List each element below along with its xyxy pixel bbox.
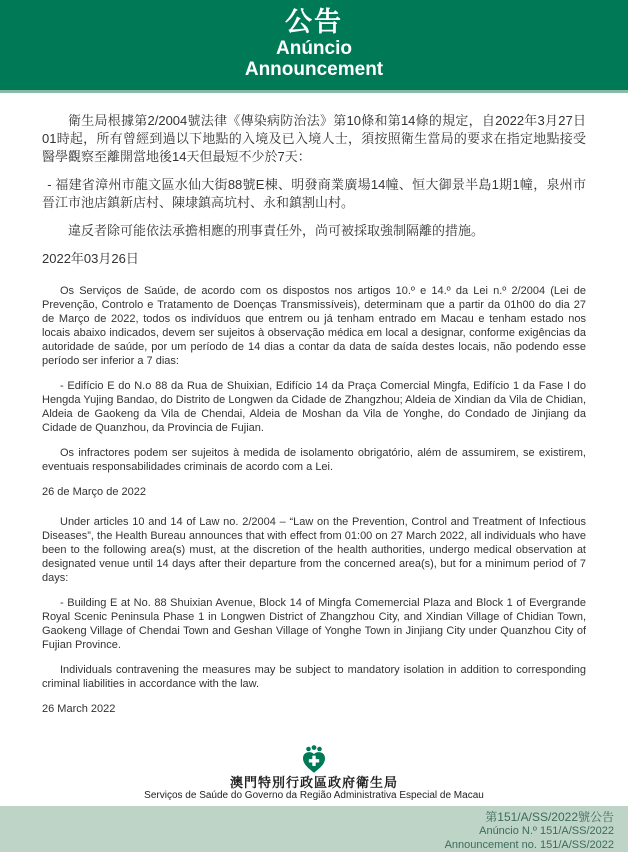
portuguese-date: 26 de Março de 2022	[42, 486, 146, 498]
reference-number-bar	[0, 806, 628, 852]
english-paragraph-regulation: Under articles 10 and 14 of Law no. 2/2004 – “Law on the Prevention, Control and Treatment of Infectious Diseases”, the Health Bureau announces that with effect from 01:00 on 27 March 2022, all individuals who have been to the following area(s) must, at the discretion of the health authorities, undergo medical observation at designated venue until 14 days after their departure from the concerned area(s), but for a minimum period of 7 days:	[42, 516, 586, 584]
portuguese-location-list: - Edifício E do N.o 88 da Rua de Shuixian, Edifício 14 da Praça Comercial Mingfa, Edifício 1 da Fase I do Hengda Yujing Bandao, do Distrito de Longwen da Cidade de Zhangzhou; Aldeia de Xindian da Vila de Chidian, Aldeia de Gaokeng da Vila de Chendai, Aldeia de Moshan da Vila de Yonghe, do Condado de Jinjiang da Cidade de Quanzhou, da Provincia de Fujian.	[42, 380, 586, 434]
chinese-date: 2022年03月26日	[42, 251, 139, 266]
reference-number-portuguese: Anúncio N.º 151/A/SS/2022	[479, 825, 614, 837]
organisation-name-chinese: 澳門特別行政區政府衛生局	[229, 775, 398, 790]
english-location-list: - Building E at No. 88 Shuixian Avenue, Block 14 of Mingfa Comemercial Plaza and Block 1 of Evergrande Royal Scenic Peninsula Phase 1 in Longwen District of Zhangzhou City, and Xindian Village of Chidian Town, Gaokeng Village of Chendai Town and Geshan Village of Yonghe Town in Jinjiang City under Quanzhou City of Fujian Province.	[42, 597, 586, 651]
organisation-name-portuguese: Serviços de Saúde do Governo da Região Administrativa Especial de Macau	[144, 790, 484, 801]
page-title-portuguese: Anúncio	[276, 38, 352, 59]
reference-number-chinese: 第151/A/SS/2022號公告	[485, 810, 614, 824]
english-paragraph-penalty: Individuals contravening the measures may be subject to mandatory isolation in addition to corresponding criminal liabilities in accordance with the law.	[42, 664, 586, 690]
announcement-header	[0, 0, 628, 93]
footer-organisation	[0, 745, 628, 806]
english-date: 26 March 2022	[42, 703, 116, 715]
health-bureau-heart-cross-logo-icon	[299, 745, 329, 774]
english-section	[42, 515, 586, 716]
chinese-section	[42, 112, 586, 268]
chinese-paragraph-penalty: 違反者除可能依法承擔相應的刑事責任外，尚可被採取強制隔離的措施。	[68, 223, 485, 238]
reference-number-english: Announcement no. 151/A/SS/2022	[444, 839, 614, 851]
document-body	[0, 93, 628, 716]
page-title-chinese: 公告	[285, 7, 343, 37]
page-title-english: Announcement	[244, 59, 384, 80]
chinese-paragraph-regulation: 衛生局根據第2/2004號法律《傳染病防治法》第10條和第14條的規定，自2022年3月27日01時起，所有曾經到過以下地點的入境及已入境人士，須按照衛生當局的要求在指定地點接受醫學觀察至離開當地後14天但最短不少於7天：	[42, 113, 586, 164]
portuguese-paragraph-penalty: Os infractores podem ser sujeitos à medida de isolamento obrigatório, além de assumirem, se existirem, eventuais responsabilidades criminais de acordo com a Lei.	[42, 447, 586, 473]
portuguese-section	[42, 284, 586, 499]
portuguese-paragraph-regulation: Os Serviços de Saúde, de acordo com os dispostos nos artigos 10.º e 14.º da Lei n.º 2/2004 (Lei de Prevenção, Controlo e Tratamento de Doenças Transmissíveis), determinam que a partir da 01h00 do dia 27 de Março de 2022, todos os indivíduos que entrem ou já tenham entrado em Macau e tenham estado nos locais abaixo indicados, devem ser sujeitos à observação médica em local a designar, conforme exigências da autoridade de saúde, por um período de 14 dias a contar da data de saída destes locais, não podendo esse período ser inferior a 7 dias:	[42, 285, 586, 367]
chinese-location-list: - 福建省漳州市龍文區水仙大街88號E棟、明發商業廣場14幢、恒大御景半島1期1幢，泉州市晉江市池店鎮新店村、陳埭鎮高坑村、永和鎮割山村。	[42, 177, 586, 210]
